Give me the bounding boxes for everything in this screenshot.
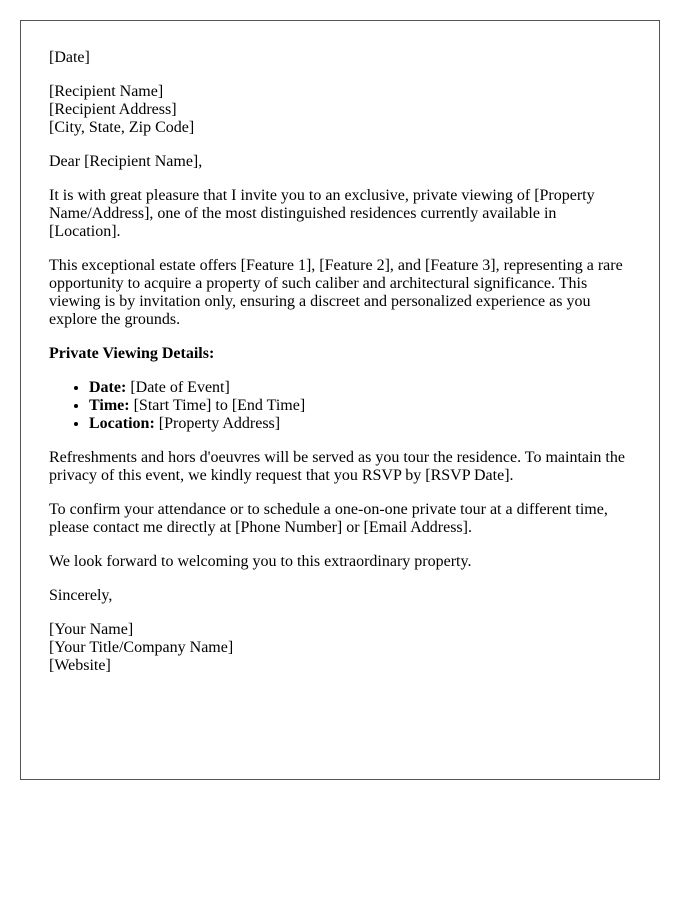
contact-paragraph: To confirm your attendance or to schedule a one-on-one private tour at a different time, please contact me directly at [Phone Number] or [Email Address]. bbox=[49, 501, 608, 536]
detail-value: [Date of Event] bbox=[126, 379, 230, 396]
signature-name: [Your Name] bbox=[49, 621, 134, 638]
signature-title-company: [Your Title/Company Name] bbox=[49, 639, 234, 656]
detail-label: Time: bbox=[89, 397, 130, 414]
recipient-city-state-zip: [City, State, Zip Code] bbox=[49, 119, 195, 136]
invitation-paragraph: It is with great pleasure that I invite you to an exclusive, private viewing of [Property Name/Address], one of the most distinguished residences currently available in [Location]. bbox=[49, 187, 595, 240]
recipient-block bbox=[49, 83, 631, 137]
detail-value: [Start Time] to [End Time] bbox=[129, 397, 306, 414]
details-heading: Private Viewing Details: bbox=[49, 345, 215, 362]
signature-website: [Website] bbox=[49, 657, 111, 674]
recipient-name: [Recipient Name] bbox=[49, 83, 164, 100]
letter-page bbox=[20, 20, 660, 780]
detail-item-location bbox=[89, 415, 631, 433]
detail-value: [Property Address] bbox=[154, 415, 281, 432]
letter-date: [Date] bbox=[49, 49, 90, 66]
letter-body bbox=[49, 49, 631, 691]
recipient-address: [Recipient Address] bbox=[49, 101, 177, 118]
closing-remark-paragraph: We look forward to welcoming you to this extraordinary property. bbox=[49, 553, 472, 570]
refreshments-paragraph: Refreshments and hors d'oeuvres will be served as you tour the residence. To maintain the privacy of this event, we kindly request that you RSVP by [RSVP Date]. bbox=[49, 449, 625, 484]
detail-label: Location: bbox=[89, 415, 155, 432]
detail-item-date bbox=[89, 379, 631, 397]
estate-description-paragraph: This exceptional estate offers [Feature 1], [Feature 2], and [Feature 3], representing a rare opportunity to acquire a property of such caliber and architectural significance. This viewing is by invitation only, ensuring a discreet and personalized experience as you explore the grounds. bbox=[49, 257, 623, 328]
detail-label: Date: bbox=[89, 379, 127, 396]
details-list bbox=[49, 379, 631, 433]
closing: Sincerely, bbox=[49, 587, 113, 604]
salutation: Dear [Recipient Name], bbox=[49, 153, 203, 170]
detail-item-time bbox=[89, 397, 631, 415]
signature-block bbox=[49, 621, 631, 675]
